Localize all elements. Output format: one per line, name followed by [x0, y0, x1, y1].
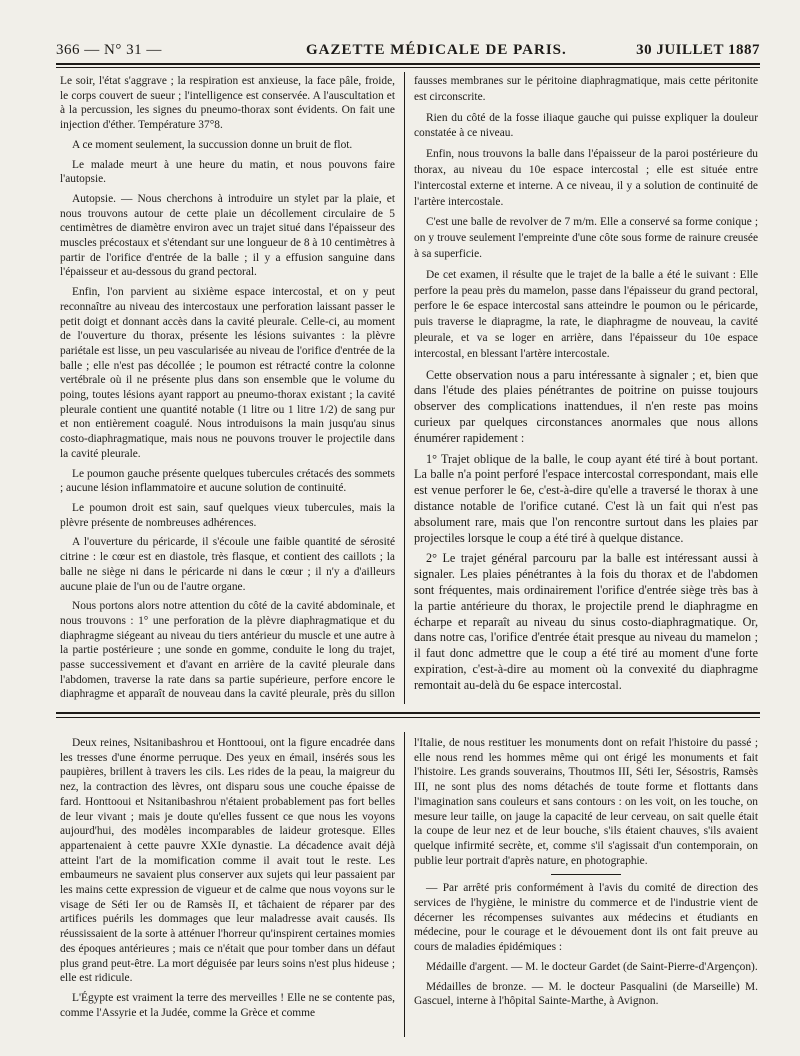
page-number-issue: [56, 42, 162, 59]
separator-rule: [551, 874, 621, 875]
paragraph: Le poumon droit est sain, sauf quelques vieux tubercules, mais la plèvre présente de nombreuses adhérences.: [60, 501, 395, 529]
section-rule: [56, 712, 760, 714]
paragraph: Cette observation nous a paru intéressante à signaler ; et, bien que dans l'étude des plaies pénétrantes de poitrine on puisse toujours observer des complications inattendues, il n'en reste pas moins curieux par quelques circonstances anormales que nous allons énumérer rapidement :: [414, 367, 758, 445]
paragraph: A ce moment seulement, la succussion donne un bruit de flot.: [72, 138, 353, 151]
paragraph: Enfin, l'on parvient au sixième espace intercostal, et on y peut reconnaître au niveau des intercostaux une perforation laissant passer le petit doigt et donnant accès dans la cavité pleurale. Celle-ci, au moment de l'ouverture du thorax, présente les lésions suivantes : la plèvre pariétale est lisse, un peu vascularisée au niveau de l'orifice d'entrée de la balle ; elle n'est pas décollée ; le poumon est rétracté contre la colonne vertébrale où il ne présente plus dans son ensemble que le volume du poing, toutes lésions ayant rapport au pneumo-thorax existant ; la cavité pleurale contient une quantité notable (1 litre ou 1 litre 1/2) de sang pur et non entièrement coagulé. Nous introduisons la main jusqu'au sinus costo-diaphragmatique, mais nous ne pouvons trouver le projectile dans la cavité pleurale.: [60, 286, 395, 460]
feuilleton-column-right: [414, 736, 758, 1036]
paragraph: Médailles de bronze. — M. le docteur Pasqualini (de Marseille) M. Gascuel, interne à l'hôpital Sainte-Marthe, à Avignon.: [414, 980, 758, 1008]
column-divider-bottom: [404, 732, 405, 1037]
paragraph: Deux reines, Nsitanibashrou et Honttooui, ont la figure encadrée dans les tresses d'une énorme perruque. Des yeux en émail, insérés sous les paupières, brillent à travers les cils. Les rides de la peau, la maigreur du nez, la contraction des lèvres, ont disparu sous une couche épaisse de fard. Honttooui et Nsitanibashrou n'étaient probablement pas fort belles de leur vivant ; mais je doute qu'elles fussent ce que nous les voyons aujourd'hui, des modèles incomparables de laideur grotesque. Elles appartenaient à cette pauvre XXIe dynastie. La décadence avait déjà atteint l'art de la momification comme il avait tout le reste. Les embaumeurs ne savaient plus conserver aux sujets qui leur passaient par les mains cette expression de vigueur et de calme que nous voyons sur le visage de Séti Ier ou de Ramsès II, et tâchaient de réparer par des artifices puérils les dommages que leur maladresse avait causés. Ils réussissaient de la sorte à atténuer l'horreur qu'inspirent certaines momies des époques antérieures ; mais ce n'était que pour tomber dans un défaut plus grand peut-être. La mort déguisée par leurs soins n'est plus hideuse ; elle est ridicule.: [60, 737, 395, 985]
column-divider-top: [404, 72, 405, 704]
article-column-left: [60, 74, 395, 700]
header-rule: [56, 63, 760, 65]
paragraph: C'est une balle de revolver de 7 m/m. Elle a conservé sa forme conique ; on y trouve seulement l'empreinte d'une côte sous forme de rainure creusée à sa superficie.: [414, 216, 758, 260]
paragraph: De cet examen, il résulte que le trajet de la balle a été le suivant : Elle perfore la peau près du mamelon, passe dans l'épaisseur du grand pectoral, perfore le 6e espace intercostal sans atteindre le poumon ou le péricarde, puis traverse le diapragme, la rate, le diaphragme de nouveau, la cavité pleurale, et va se loger en arrière, dans l'épaisseur du 10e espace intercostal, en blessant l'artère intercostale.: [414, 268, 758, 360]
paragraph: Rien du côté de la fosse iliaque gauche qui puisse expliquer la douleur constatée à ce niveau.: [414, 111, 758, 140]
issue-date: 30 JUILLET 1887: [636, 42, 760, 58]
paragraph: 2° Le trajet général parcouru par la balle est intéressant aussi à signaler. Les plaies pénétrantes à la fois du thorax et de l'abdomen sont fréquentes, mais ordinairement l'orifice d'entrée siège très bas à la partie antérieure du thorax, le projectile prend le diaphragme en écharpe et reparaît au niveau du sinus costo-diaphragmatique. Or, dans notre cas, l'orifice d'entrée était presque au niveau du mamelon ; il faut donc admettre que le coup a été tiré au moment d'une forte expiration, c'est-à-dire au moment où la convexité du diaphragme remontait au-delà du 6e espace intercostal.: [414, 551, 758, 692]
feuilleton-column-left: [60, 736, 395, 1036]
paragraph: Enfin, nous trouvons la balle dans l'épaisseur de la paroi postérieure du thorax, au niveau du 10e espace intercostal ; elle est située entre l'intercostal externe et interne. A ce niveau, il y a solution de continuité de l'artère intercostale.: [414, 148, 758, 208]
paragraph: fausses membranes sur le péritoine diaphragmatique, mais cette péritonite est circonscrite.: [414, 75, 758, 103]
page-header: [56, 42, 760, 62]
paragraph: 1° Trajet oblique de la balle, le coup ayant été tiré à bout portant. La balle n'a point perforé l'espace intercostal correspondant, mais elle est venue perforer le 6e, c'est-à-dire qu'elle a traversé le thorax à une distance notable de l'orifice cutané. C'est là un fait qui n'est pas absolument rare, mais que l'on rencontre surtout dans les plaies par projectiles lorsque le coup a été tiré à quelque distance.: [414, 451, 758, 545]
paragraph: Nous portons alors notre attention du côté de la cavité abdominale, et nous trouvons : 1° une perforation de la plèvre diaphragmatique et du diaphragme siégeant au niveau du tiers antérieur du muscle et une autre à la partie postérieure ; une sonde en gomme, conduite le long du trajet, passe successivement et d'avant en arrière de la cavité pleurale dans l'abdomen, traverse la rate dans sa partie supérieure, perfore encore le diaphragme et apparaît de nouveau dans la cavité pleurale, près du sillon: [60, 600, 395, 700]
paragraph: — Par arrêté pris conformément à l'avis du comité de direction des services de l'hygiène, le ministre du commerce et de l'industrie vient de décerner les récompenses suivantes aux médecins et étudiants en médecine, pour le courage et le dévouement dont ils ont fait preuve au cours de maladies épidémiques :: [414, 882, 758, 954]
paragraph: A l'ouverture du péricarde, il s'écoule une faible quantité de sérosité citrine : le cœur est en diastole, très flasque, et contient des caillots ; la balle ne siège ni dans le péricarde ni dans le cœur ; il n'y a d'ailleurs aucune plaie de l'un ou de l'autre organe.: [60, 536, 395, 593]
paragraph: L'Égypte est vraiment la terre des merveilles ! Elle ne se contente pas, comme l'Assyrie et la Judée, comme la Grèce et comme: [60, 991, 395, 1019]
paragraph: Médaille d'argent. — M. le docteur Gardet (de Saint-Pierre-d'Argençon).: [426, 960, 758, 973]
paragraph: Autopsie. — Nous cherchons à introduire un stylet par la plaie, et nous trouvons autour de cette plaie un décollement circulaire de 5 centimètres de diamètre environ avec un trajet situé dans l'épaisseur des muscles précostaux et s'étendant sur une longueur de 8 à 10 centimètres à partir de l'orifice d'entrée de la balle ; il y a effusion sanguine dans l'épaisseur et au-dessous du grand pectoral.: [60, 192, 395, 279]
paragraph: Le soir, l'état s'aggrave ; la respiration est anxieuse, la face pâle, froide, le corps couvert de sueur ; l'intelligence est conservée. A l'auscultation et à la percussion, les signes du pneumo-thorax sont évidents. On fait une injection d'éther. Température 37°8.: [60, 75, 395, 132]
journal-title: GAZETTE MÉDICALE DE PARIS.: [306, 42, 567, 58]
paragraph: Le poumon gauche présente quelques tubercules crétacés des sommets ; aucune lésion inflammatoire et aucune solution de continuité.: [60, 467, 395, 495]
paragraph: l'Italie, de nous restituer les monuments dont on refait l'histoire du passé ; elle nous rend les hommes même qui ont érigé les monuments et fait l'histoire. Les grands souverains, Thoutmos III, Séti Ier, Sésostris, Ramsès III, ne sont plus des noms détachés de toute forme et flottants dans l'imagination sans couleurs et sans contours : on les voit, on les touche, on mesure leur taille, on jauge la capacité de leur cerveau, on sait quelle était la coupe de leur nez et de leur bouche, s'ils étaient chauves, s'ils avaient quelque infirmité secrète, et, comme s'il s'agissait d'un contemporain, on publie leur portrait d'après nature, en photographie.: [414, 737, 758, 867]
section-rule-thin: [56, 717, 760, 718]
paragraph: Le malade meurt à une heure du matin, et nous pouvons faire l'autopsie.: [60, 158, 395, 186]
page-number: 366: [56, 42, 80, 58]
article-column-right: [414, 74, 758, 700]
paragraph: [414, 698, 758, 700]
issue-number: — N° 31 —: [84, 42, 162, 58]
header-rule-thin: [56, 67, 760, 68]
